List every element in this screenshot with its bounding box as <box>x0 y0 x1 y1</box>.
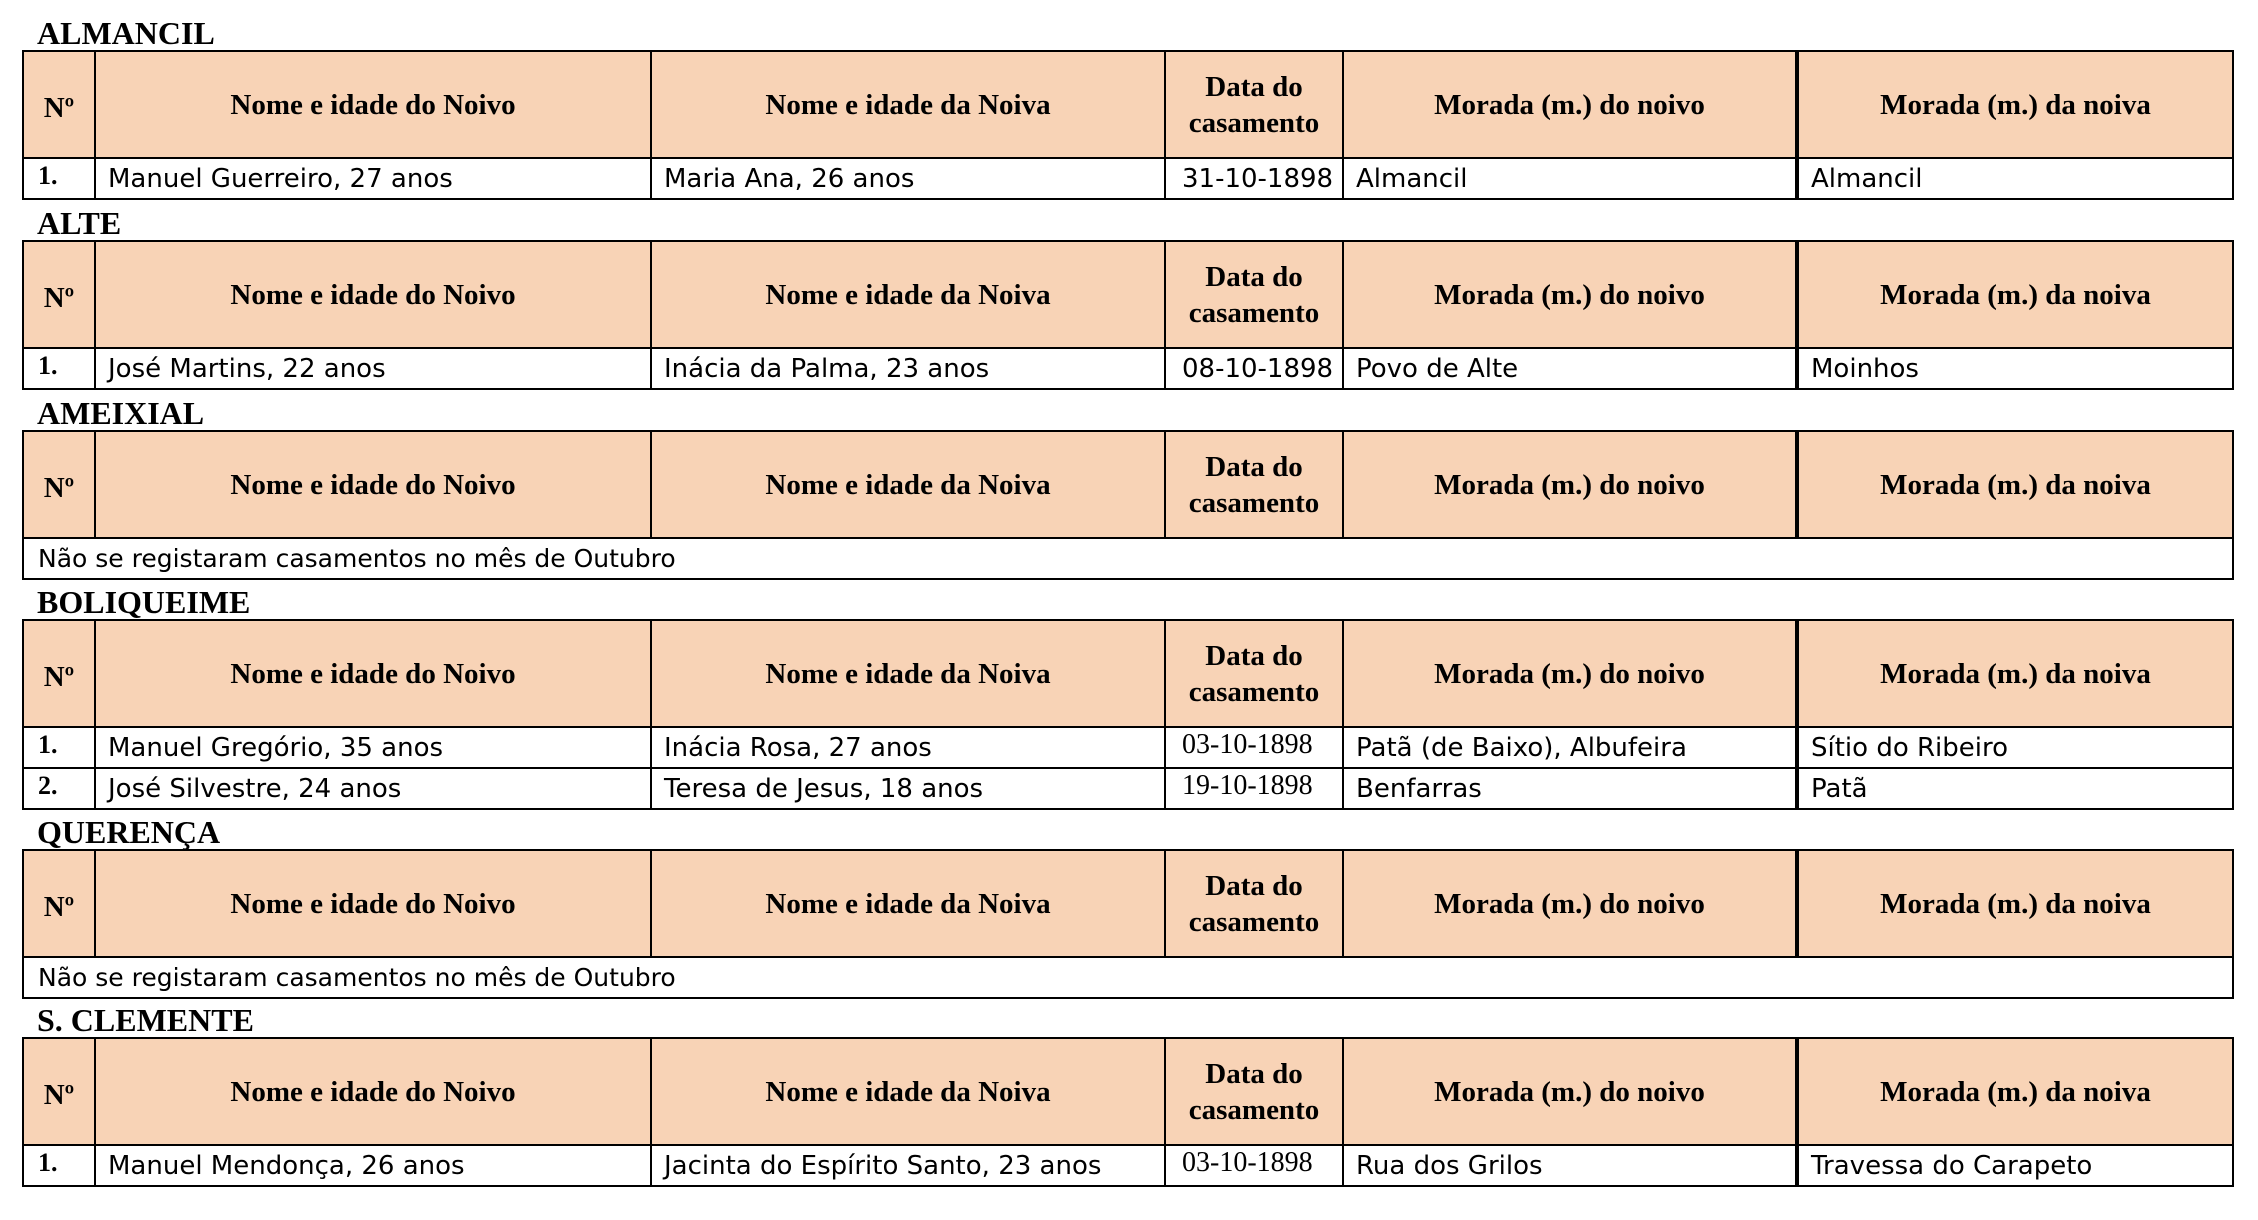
section-title: ALTE <box>37 205 122 241</box>
cell-bride-address: Patã <box>1797 768 2233 809</box>
cell-no: 1. <box>23 158 95 199</box>
cell-bride-address: Sítio do Ribeiro <box>1797 727 2233 768</box>
table-row <box>23 957 2233 998</box>
no-records-note: Não se registaram casamentos no mês de Outubro <box>23 538 2233 579</box>
table-row <box>23 768 2233 809</box>
marriage-table <box>22 240 2234 390</box>
cell-groom: José Silvestre, 24 anos <box>95 768 651 809</box>
table-header-row <box>23 241 2233 348</box>
header-date <box>1165 620 1343 727</box>
marriage-table <box>22 619 2234 810</box>
header-groom: Nome e idade do Noivo <box>95 850 651 957</box>
header-date <box>1165 850 1343 957</box>
section-title: ALMANCIL <box>37 15 215 51</box>
cell-date: 08-10-1898 <box>1165 348 1343 389</box>
cell-date: 03-10-1898 <box>1165 1145 1343 1186</box>
table-header-row <box>23 620 2233 727</box>
header-no: Nº <box>23 51 95 158</box>
header-no: Nº <box>23 620 95 727</box>
cell-date: 03-10-1898 <box>1165 727 1343 768</box>
cell-bride: Teresa de Jesus, 18 anos <box>651 768 1165 809</box>
table-row <box>23 538 2233 579</box>
cell-groom-address: Povo de Alte <box>1343 348 1797 389</box>
header-groom-address: Morada (m.) do noivo <box>1343 431 1797 538</box>
table-row <box>23 348 2233 389</box>
cell-bride: Jacinta do Espírito Santo, 23 anos <box>651 1145 1165 1186</box>
cell-date: 31-10-1898 <box>1165 158 1343 199</box>
header-groom: Nome e idade do Noivo <box>95 1038 651 1145</box>
header-date-line2: casamento <box>1188 486 1320 519</box>
cell-no: 1. <box>23 348 95 389</box>
header-bride-address: Morada (m.) da noiva <box>1797 431 2233 538</box>
header-bride: Nome e idade da Noiva <box>651 431 1165 538</box>
header-date-line1: Data do <box>1205 869 1303 902</box>
cell-groom: Manuel Gregório, 35 anos <box>95 727 651 768</box>
header-bride: Nome e idade da Noiva <box>651 850 1165 957</box>
cell-bride: Inácia Rosa, 27 anos <box>651 727 1165 768</box>
marriage-table <box>22 849 2234 999</box>
table-row <box>23 727 2233 768</box>
cell-groom-address: Patã (de Baixo), Albufeira <box>1343 727 1797 768</box>
header-no: Nº <box>23 850 95 957</box>
header-date-line1: Data do <box>1205 260 1303 293</box>
header-bride-address: Morada (m.) da noiva <box>1797 241 2233 348</box>
cell-date: 19-10-1898 <box>1165 768 1343 809</box>
header-bride-address: Morada (m.) da noiva <box>1797 850 2233 957</box>
cell-groom-address: Almancil <box>1343 158 1797 199</box>
header-date <box>1165 431 1343 538</box>
table-row <box>23 158 2233 199</box>
cell-groom-address: Benfarras <box>1343 768 1797 809</box>
cell-groom: Manuel Guerreiro, 27 anos <box>95 158 651 199</box>
cell-groom-address: Rua dos Grilos <box>1343 1145 1797 1186</box>
cell-bride: Inácia da Palma, 23 anos <box>651 348 1165 389</box>
header-bride: Nome e idade da Noiva <box>651 241 1165 348</box>
header-date <box>1165 1038 1343 1145</box>
marriage-table <box>22 430 2234 580</box>
header-groom-address: Morada (m.) do noivo <box>1343 51 1797 158</box>
header-groom: Nome e idade do Noivo <box>95 431 651 538</box>
header-groom-address: Morada (m.) do noivo <box>1343 241 1797 348</box>
marriage-table <box>22 1037 2234 1187</box>
header-bride: Nome e idade da Noiva <box>651 620 1165 727</box>
header-date <box>1165 241 1343 348</box>
header-date-line1: Data do <box>1205 450 1303 483</box>
header-groom: Nome e idade do Noivo <box>95 51 651 158</box>
section-title: BOLIQUEIME <box>37 584 251 620</box>
section-title: AMEIXIAL <box>37 395 205 431</box>
cell-groom: Manuel Mendonça, 26 anos <box>95 1145 651 1186</box>
header-groom: Nome e idade do Noivo <box>95 241 651 348</box>
header-date-line2: casamento <box>1188 1093 1320 1126</box>
table-header-row <box>23 431 2233 538</box>
header-date-line2: casamento <box>1188 675 1320 708</box>
cell-no: 1. <box>23 727 95 768</box>
header-date-line2: casamento <box>1188 296 1320 329</box>
header-groom-address: Morada (m.) do noivo <box>1343 620 1797 727</box>
header-date <box>1165 51 1343 158</box>
header-date-line2: casamento <box>1188 106 1320 139</box>
header-date-line1: Data do <box>1205 1057 1303 1090</box>
table-header-row <box>23 51 2233 158</box>
marriage-table <box>22 50 2234 200</box>
cell-groom: José Martins, 22 anos <box>95 348 651 389</box>
header-bride-address: Morada (m.) da noiva <box>1797 51 2233 158</box>
header-bride: Nome e idade da Noiva <box>651 1038 1165 1145</box>
cell-bride-address: Almancil <box>1797 158 2233 199</box>
header-date-line1: Data do <box>1205 639 1303 672</box>
header-groom-address: Morada (m.) do noivo <box>1343 1038 1797 1145</box>
cell-bride-address: Moinhos <box>1797 348 2233 389</box>
table-header-row <box>23 850 2233 957</box>
no-records-note: Não se registaram casamentos no mês de Outubro <box>23 957 2233 998</box>
cell-no: 1. <box>23 1145 95 1186</box>
header-date-line2: casamento <box>1188 905 1320 938</box>
cell-bride-address: Travessa do Carapeto <box>1797 1145 2233 1186</box>
header-no: Nº <box>23 241 95 348</box>
table-row <box>23 1145 2233 1186</box>
header-bride-address: Morada (m.) da noiva <box>1797 1038 2233 1145</box>
cell-bride: Maria Ana, 26 anos <box>651 158 1165 199</box>
header-groom: Nome e idade do Noivo <box>95 620 651 727</box>
section-title: S. CLEMENTE <box>37 1002 254 1038</box>
header-bride: Nome e idade da Noiva <box>651 51 1165 158</box>
header-date-line1: Data do <box>1205 70 1303 103</box>
header-bride-address: Morada (m.) da noiva <box>1797 620 2233 727</box>
header-no: Nº <box>23 431 95 538</box>
cell-no: 2. <box>23 768 95 809</box>
table-header-row <box>23 1038 2233 1145</box>
header-no: Nº <box>23 1038 95 1145</box>
header-groom-address: Morada (m.) do noivo <box>1343 850 1797 957</box>
section-title: QUERENÇA <box>37 814 221 850</box>
